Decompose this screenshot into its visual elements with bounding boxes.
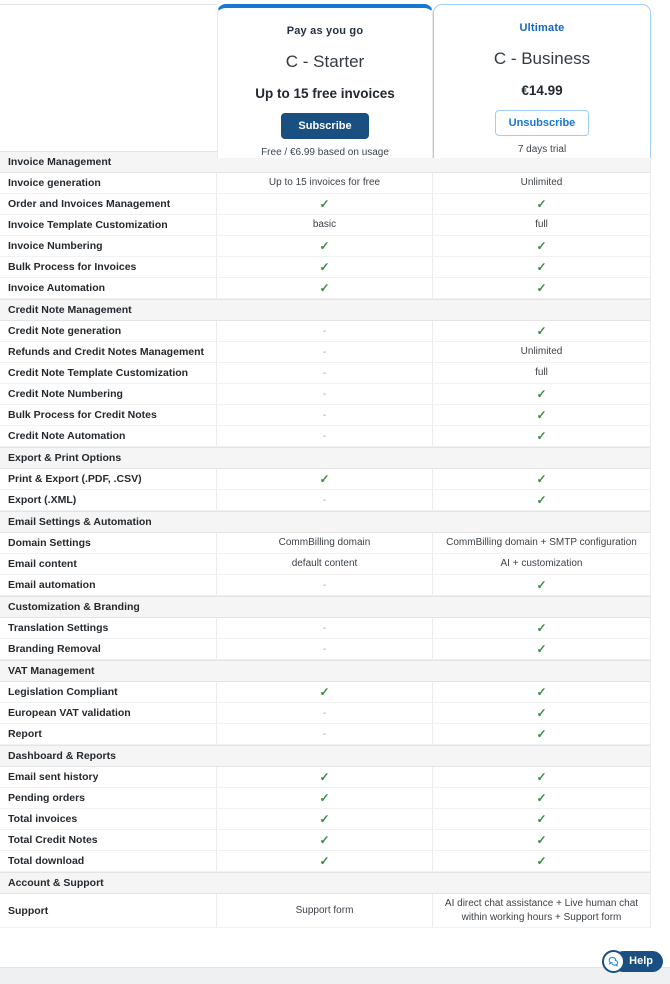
table-row	[0, 724, 650, 745]
dash-placeholder: -	[322, 388, 327, 400]
feature-label: Credit Note Automation	[0, 426, 217, 446]
business-cell	[433, 767, 650, 787]
section-title: VAT Management	[8, 665, 95, 677]
starter-cell	[217, 321, 433, 341]
dash-placeholder: -	[322, 728, 327, 740]
starter-cell	[217, 236, 433, 256]
dash-placeholder: -	[322, 430, 327, 442]
starter-plan-note: Free / €6.99 based on usage	[261, 147, 389, 158]
dash-placeholder: -	[322, 707, 327, 719]
check-icon: ✓	[319, 260, 330, 274]
starter-cell	[217, 809, 433, 829]
starter-tier-label: Pay as you go	[286, 25, 364, 37]
section-title: Dashboard & Reports	[8, 750, 116, 762]
chat-bubbles-icon	[602, 950, 625, 973]
check-icon: ✓	[319, 239, 330, 253]
help-widget[interactable]	[602, 950, 663, 973]
check-icon: ✓	[536, 493, 547, 507]
feature-label: Domain Settings	[0, 533, 217, 553]
check-icon: ✓	[319, 770, 330, 784]
check-icon: ✓	[536, 833, 547, 847]
feature-label: Translation Settings	[0, 618, 217, 638]
business-value: full	[535, 219, 548, 231]
starter-cell	[217, 194, 433, 214]
section-title: Customization & Branding	[8, 601, 140, 613]
feature-label: European VAT validation	[0, 703, 217, 723]
business-cell	[433, 788, 650, 808]
business-cell	[433, 554, 650, 574]
section-header	[0, 596, 650, 618]
check-icon: ✓	[536, 429, 547, 443]
check-icon: ✓	[536, 324, 547, 338]
table-row	[0, 363, 650, 384]
starter-cell	[217, 575, 433, 595]
check-icon: ✓	[536, 642, 547, 656]
feature-label: Credit Note Template Customization	[0, 363, 217, 383]
table-row	[0, 173, 650, 194]
business-cell	[433, 342, 650, 362]
business-cell	[433, 490, 650, 510]
business-cell	[433, 215, 650, 235]
starter-cell	[217, 703, 433, 723]
check-icon: ✓	[319, 833, 330, 847]
business-cell	[433, 321, 650, 341]
starter-value: CommBilling domain	[278, 537, 371, 549]
bottom-bar	[0, 967, 670, 984]
section-header	[0, 511, 650, 533]
table-row	[0, 830, 650, 851]
table-row	[0, 236, 650, 257]
plan-card-starter	[217, 4, 433, 158]
starter-cell	[217, 342, 433, 362]
starter-value: Support form	[295, 904, 354, 916]
check-icon: ✓	[536, 812, 547, 826]
starter-cell	[217, 469, 433, 489]
starter-cell	[217, 490, 433, 510]
check-icon: ✓	[536, 239, 547, 253]
feature-label: Credit Note Numbering	[0, 384, 217, 404]
section-header	[0, 660, 650, 682]
check-icon: ✓	[536, 578, 547, 592]
dash-placeholder: -	[322, 367, 327, 379]
feature-label: Print & Export (.PDF, .CSV)	[0, 469, 217, 489]
business-cell	[433, 194, 650, 214]
starter-cell	[217, 618, 433, 638]
check-icon: ✓	[536, 472, 547, 486]
table-row	[0, 851, 650, 872]
check-icon: ✓	[319, 791, 330, 805]
feature-label: Report	[0, 724, 217, 744]
feature-label: Export (.XML)	[0, 490, 217, 510]
business-plan-name: C - Business	[493, 49, 591, 68]
business-cell	[433, 236, 650, 256]
check-icon: ✓	[319, 685, 330, 699]
feature-label: Credit Note generation	[0, 321, 217, 341]
starter-cell	[217, 533, 433, 553]
table-row	[0, 194, 650, 215]
business-cell	[433, 809, 650, 829]
starter-cell	[217, 724, 433, 744]
starter-cell	[217, 257, 433, 277]
table-row	[0, 384, 650, 405]
check-icon: ✓	[536, 791, 547, 805]
table-row	[0, 703, 650, 724]
table-row	[0, 257, 650, 278]
check-icon: ✓	[536, 260, 547, 274]
check-icon: ✓	[536, 281, 547, 295]
business-value: AI direct chat assistance + Live human chat within working hours + Support form	[444, 898, 639, 923]
starter-cell	[217, 830, 433, 850]
check-icon: ✓	[536, 727, 547, 741]
section-title: Export & Print Options	[8, 452, 122, 464]
dash-placeholder: -	[322, 643, 327, 655]
dash-placeholder: -	[322, 494, 327, 506]
check-icon: ✓	[319, 854, 330, 868]
check-icon: ✓	[536, 197, 547, 211]
feature-label: Refunds and Credit Notes Management	[0, 342, 217, 362]
starter-value: Up to 15 invoices for free	[268, 177, 381, 189]
business-cell	[433, 703, 650, 723]
check-icon: ✓	[536, 387, 547, 401]
business-cell	[433, 533, 650, 553]
feature-label: Email automation	[0, 575, 217, 595]
business-cell	[433, 724, 650, 744]
table-row	[0, 682, 650, 703]
business-value: full	[535, 367, 548, 379]
dash-placeholder: -	[322, 622, 327, 634]
section-title: Credit Note Management	[8, 304, 132, 316]
business-cell	[433, 830, 650, 850]
starter-cell	[217, 767, 433, 787]
dash-placeholder: -	[322, 409, 327, 421]
business-cell	[433, 257, 650, 277]
check-icon: ✓	[536, 685, 547, 699]
check-icon: ✓	[536, 770, 547, 784]
business-cell	[433, 363, 650, 383]
table-row	[0, 490, 650, 511]
section-title: Invoice Management	[8, 156, 112, 168]
business-cell	[433, 851, 650, 871]
section-header	[0, 299, 650, 321]
table-row	[0, 426, 650, 447]
feature-label: Order and Invoices Management	[0, 194, 217, 214]
check-icon: ✓	[319, 281, 330, 295]
starter-cell	[217, 554, 433, 574]
feature-label: Invoice Template Customization	[0, 215, 217, 235]
starter-value: basic	[312, 219, 337, 231]
starter-cell	[217, 384, 433, 404]
starter-cell	[217, 894, 433, 927]
section-header	[0, 447, 650, 469]
table-row	[0, 215, 650, 236]
dash-placeholder: -	[322, 579, 327, 591]
business-cell	[433, 384, 650, 404]
business-plan-note: 7 days trial	[517, 144, 567, 155]
plan-card-business	[433, 4, 651, 158]
section-header	[0, 872, 650, 894]
feature-label: Invoice Automation	[0, 278, 217, 298]
check-icon: ✓	[319, 197, 330, 211]
starter-cell	[217, 215, 433, 235]
comparison-table	[0, 151, 651, 928]
business-value: CommBilling domain + SMTP configuration	[446, 537, 637, 549]
table-row	[0, 618, 650, 639]
starter-cell	[217, 788, 433, 808]
check-icon: ✓	[319, 812, 330, 826]
table-row	[0, 321, 650, 342]
feature-label: Total download	[0, 851, 217, 871]
unsubscribe-button[interactable]: Unsubscribe	[495, 110, 590, 136]
feature-label: Invoice Numbering	[0, 236, 217, 256]
subscribe-button[interactable]: Subscribe	[281, 113, 368, 139]
feature-label: Bulk Process for Invoices	[0, 257, 217, 277]
table-row	[0, 342, 650, 363]
plans-header	[0, 4, 651, 158]
check-icon: ✓	[536, 621, 547, 635]
table-row	[0, 554, 650, 575]
dash-placeholder: -	[322, 325, 327, 337]
check-icon: ✓	[536, 408, 547, 422]
feature-label: Support	[0, 894, 217, 927]
business-cell	[433, 173, 650, 193]
business-cell	[433, 575, 650, 595]
business-cell	[433, 426, 650, 446]
starter-cell	[217, 405, 433, 425]
starter-plan-name: C - Starter	[285, 52, 365, 71]
feature-label: Invoice generation	[0, 173, 217, 193]
business-price: €14.99	[521, 83, 563, 98]
starter-price-line: Up to 15 free invoices	[255, 86, 395, 101]
business-value: Unlimited	[520, 177, 563, 189]
pricing-comparison-page	[0, 4, 670, 984]
table-row	[0, 809, 650, 830]
table-row	[0, 405, 650, 426]
feature-label: Email content	[0, 554, 217, 574]
table-row	[0, 575, 650, 596]
dash-placeholder: -	[322, 346, 327, 358]
feature-label: Total invoices	[0, 809, 217, 829]
table-row	[0, 767, 650, 788]
table-row	[0, 469, 650, 490]
starter-cell	[217, 682, 433, 702]
starter-cell	[217, 278, 433, 298]
business-value: Unlimited	[520, 346, 563, 358]
starter-value: default content	[291, 558, 358, 570]
feature-label: Email sent history	[0, 767, 217, 787]
feature-label: Total Credit Notes	[0, 830, 217, 850]
business-tier-label: Ultimate	[519, 22, 565, 34]
table-row	[0, 533, 650, 554]
section-title: Account & Support	[8, 877, 104, 889]
starter-cell	[217, 851, 433, 871]
check-icon: ✓	[536, 706, 547, 720]
table-row	[0, 788, 650, 809]
feature-label: Branding Removal	[0, 639, 217, 659]
business-cell	[433, 278, 650, 298]
feature-label: Legislation Compliant	[0, 682, 217, 702]
starter-cell	[217, 639, 433, 659]
business-cell	[433, 639, 650, 659]
section-title: Email Settings & Automation	[8, 516, 152, 528]
check-icon: ✓	[536, 854, 547, 868]
check-icon: ✓	[319, 472, 330, 486]
starter-cell	[217, 173, 433, 193]
feature-label: Bulk Process for Credit Notes	[0, 405, 217, 425]
help-button[interactable]: Help	[613, 951, 663, 972]
table-row	[0, 639, 650, 660]
business-cell	[433, 682, 650, 702]
business-cell	[433, 469, 650, 489]
header-corner-cell	[0, 4, 217, 158]
business-value: AI + customization	[500, 558, 583, 570]
starter-cell	[217, 426, 433, 446]
section-header	[0, 745, 650, 767]
feature-label: Pending orders	[0, 788, 217, 808]
table-row	[0, 894, 650, 928]
business-cell	[433, 894, 650, 927]
table-row	[0, 278, 650, 299]
business-cell	[433, 618, 650, 638]
business-cell	[433, 405, 650, 425]
starter-cell	[217, 363, 433, 383]
